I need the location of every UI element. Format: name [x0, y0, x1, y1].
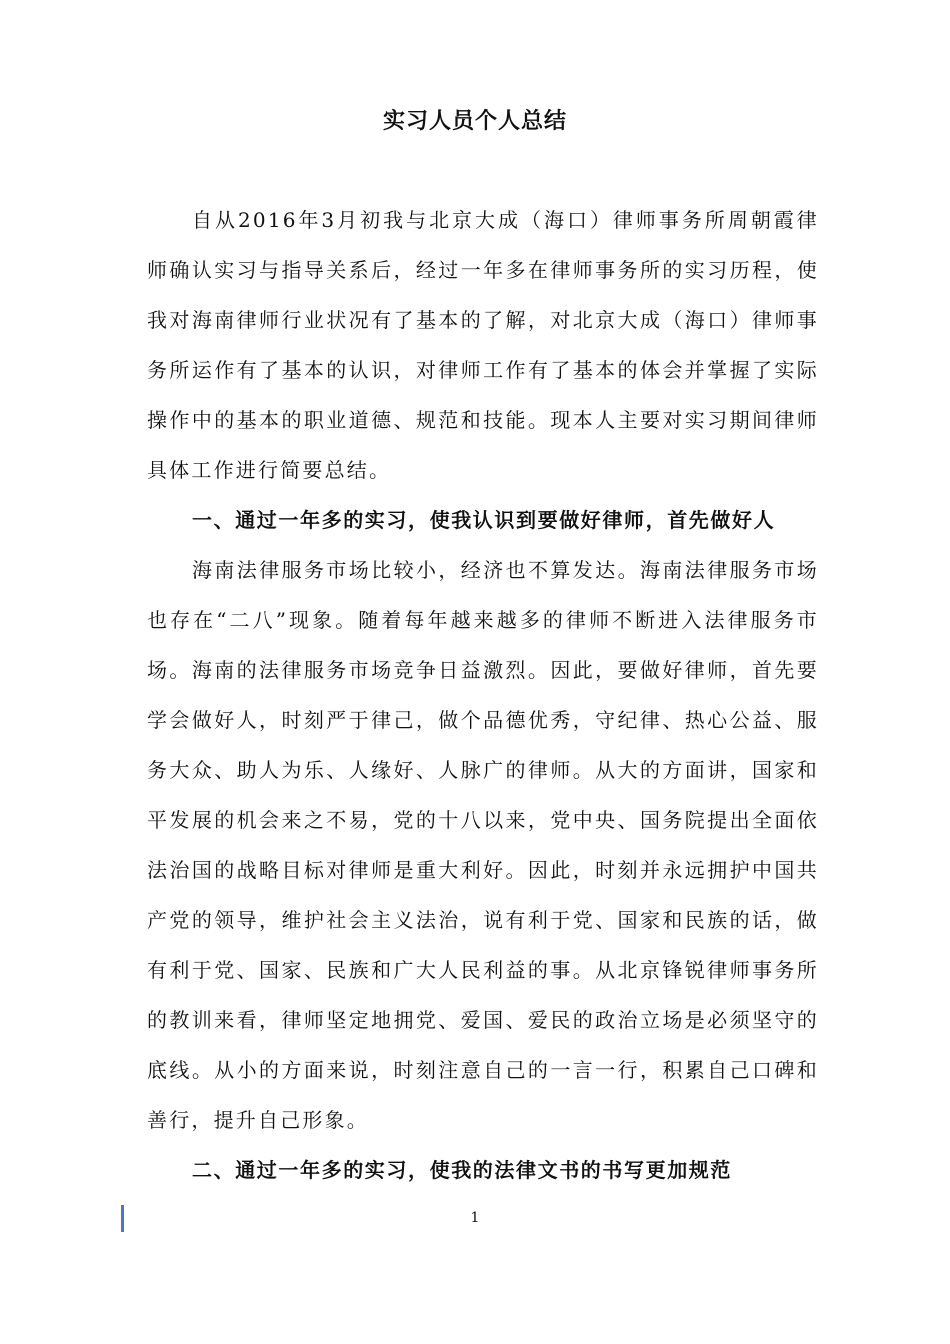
paragraph-section-1: 海南法律服务市场比较小，经济也不算发达。海南法律服务市场也存在“二八”现象。随着每年越来越多的律师不断进入法律服务市场。海南的法律服务市场竞争日益激烈。因此，要做好律师，首先要学会做好人，时刻严于律己，做个品德优秀，守纪律、热心公益、服务大众、助人为乐、人缘好、人脉广的律师。从大的方面讲，国家和平发展的机会来之不易，党的十八以来，党中央、国务院提出全面依法治国的战略目标对律师是重大利好。因此，时刻并永远拥护中国共产党的领导，维护社会主义法治，说有利于党、国家和民族的话，做有利于党、国家、民族和广大人民利益的事。从北京锋锐律师事务所的教训来看，律师坚定地拥党、爱国、爱民的政治立场是必须坚守的底线。从小的方面来说，时刻注意自己的一言一行，积累自己口碑和善行，提升自己形象。 [147, 558, 819, 1132]
page-number: 1 [470, 1210, 480, 1226]
page-title: 实习人员个人总结 [382, 109, 567, 134]
section-heading-2: 二、通过一年多的实习，使我的法律文书的书写更加规范 [192, 1158, 732, 1182]
section-heading-1: 一、通过一年多的实习，使我认识到要做好律师，首先做好人 [192, 508, 776, 532]
paragraph-intro: 自从2016年3月初我与北京大成（海口）律师事务所周朝霞律师确认实习与指导关系后，经过一年多在律师事务所的实习历程，使我对海南律师行业状况有了基本的了解，对北京大成（海口）律师事务所运作有了基本的认识，对律师工作有了基本的体会并掌握了实际操作中的基本的职业道德、规范和技能。现本人主要对实习期间律师具体工作进行简要总结。 [147, 208, 819, 482]
